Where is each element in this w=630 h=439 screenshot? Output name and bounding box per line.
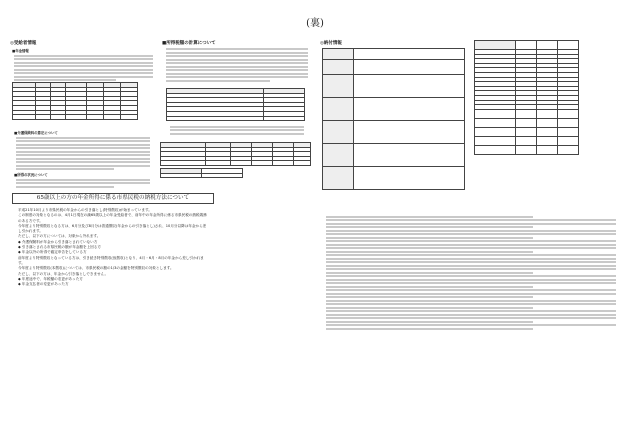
tax-table-2: [160, 142, 311, 166]
notice-paragraph: 前年度より特別徴収となっている方は、引き続き特別徴収(仮徴収)となり、4月・6月・8月の年金から差し引かれます。: [18, 255, 204, 265]
right-section-title: ◎納付情報: [320, 41, 342, 46]
tax-table-1: [166, 88, 305, 121]
right-notes: [322, 214, 618, 330]
tax-text-block: [166, 124, 306, 135]
notice-paragraph: ただし、以下の方は、年金から引き落としできません。: [18, 271, 109, 276]
notice-paragraph: 平成21年10月より市県民税の年金からの引き落とし(特別徴収)が始まっています。: [18, 208, 152, 212]
notice-bullet: ◆ 年金支払者の変更があった方: [18, 282, 69, 287]
notice-title: 65歳以上の方の年金所得に係る市県民税の納税方法について: [12, 193, 214, 204]
left-subsection-2-title: ■介護保険料の算定について: [14, 131, 58, 135]
notice-bullet: ◆ 年金以外の所得で確定申告をしている方: [18, 250, 87, 255]
middle-column: [162, 40, 310, 82]
left-subsection-title: ■年金情報: [12, 49, 29, 53]
notice-bullet: ◆ 引き落とされる市県民税の額が年金額を上回る方: [18, 245, 101, 250]
middle-section-title: ■所得税額の計算について: [162, 41, 216, 46]
tax-table-3: [160, 168, 243, 178]
notice-body: [18, 208, 208, 287]
left-bottom-subsection-title: ■所得の状況について: [14, 173, 48, 177]
left-section-title: ◎受給者情報: [10, 41, 37, 46]
left-subsection-2: [12, 128, 152, 188]
left-column: [10, 40, 155, 81]
notice-paragraph: 今年度より特別徴収(本徴収)については、市県民税の額の1/3の金額を特別徴収の対象とします。: [18, 266, 174, 271]
payment-info-table: [322, 48, 465, 190]
pension-table: [12, 82, 138, 120]
notice-paragraph: ただし、以下の方については、対象から外れます。: [18, 234, 101, 239]
installment-table: [474, 40, 579, 155]
page-header: (裏): [306, 18, 324, 29]
notice-paragraph: この制度の対象となるのは、4月1日現在の満65歳以上の年金受給者で、前年中の年金所得に係る市県民税の納税義務のある方です。: [18, 213, 207, 223]
notice-bullet: ◆ 介護保険料が年金から引き落とされていない方: [18, 239, 98, 244]
left-text-block: [10, 55, 155, 82]
notice-bullet: ◆ 年度途中で、年税額の変更があった方: [18, 276, 83, 281]
notice-paragraph: 今年度より特別徴収となる方は、6月分及び8月分は普通徴収(年金からの引き落とし)され、10月分以降は年金から差し引かれます。: [18, 223, 207, 234]
